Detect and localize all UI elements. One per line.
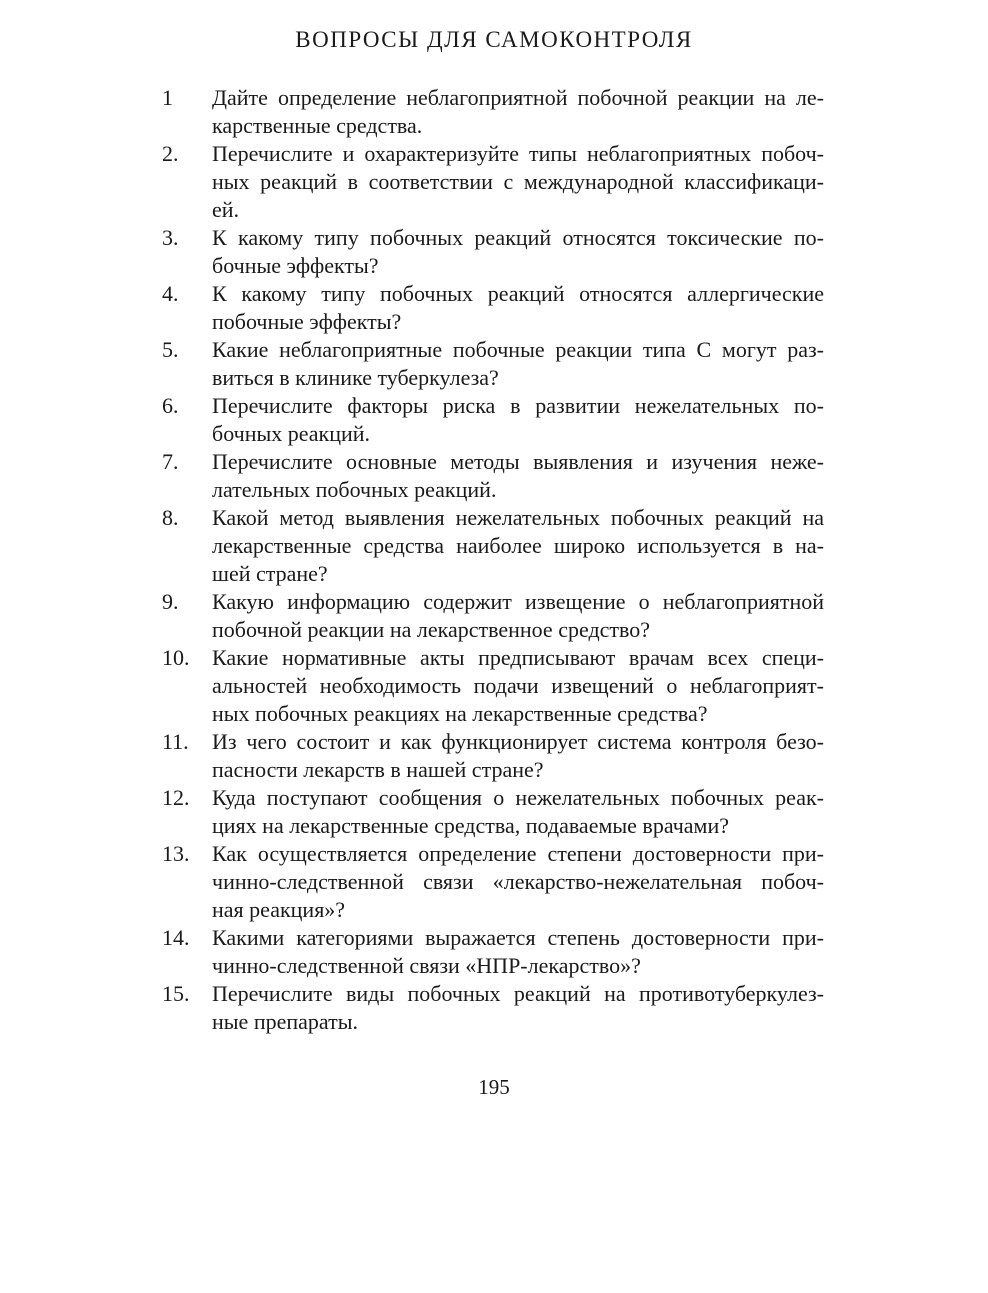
- question-line: Какой метод выявления нежелательных побочных реакций на: [212, 505, 824, 530]
- question-item: [162, 644, 824, 728]
- question-line: Как осуществляется определение степени достоверности при-: [212, 841, 824, 866]
- question-text: [212, 504, 824, 588]
- question-line: бочные эффекты?: [212, 253, 379, 278]
- question-line: чинно-следственной связи «лекарство-нежелательная побоч-: [212, 869, 824, 894]
- question-number: 6.: [162, 393, 179, 418]
- question-item: [162, 224, 824, 280]
- question-line: Перечислите основные методы выявления и изучения неже-: [212, 449, 824, 474]
- question-line: шей стране?: [212, 561, 328, 586]
- question-text: [212, 644, 824, 728]
- question-line: Какую информацию содержит извещение о неблагоприятной: [212, 589, 824, 614]
- question-number: 5.: [162, 337, 179, 362]
- question-item: [162, 392, 824, 448]
- question-line: Перечислите факторы риска в развитии нежелательных по-: [212, 393, 824, 418]
- question-line: карственные средства.: [212, 113, 423, 138]
- question-item: [162, 784, 824, 840]
- question-line: виться в клинике туберкулеза?: [212, 365, 499, 390]
- question-number: 8.: [162, 505, 179, 530]
- question-line: пасности лекарств в нашей стране?: [212, 757, 544, 782]
- question-line: Какие неблагоприятные побочные реакции типа С могут раз-: [212, 337, 824, 362]
- question-line: ные препараты.: [212, 1009, 358, 1034]
- question-line: К какому типу побочных реакций относятся токсические по-: [212, 225, 824, 250]
- question-text: [212, 336, 824, 392]
- question-number: 15.: [162, 981, 190, 1006]
- question-item: [162, 728, 824, 784]
- question-line: Какими категориями выражается степень достоверности при-: [212, 925, 824, 950]
- question-text: [212, 224, 824, 280]
- question-item: [162, 588, 824, 644]
- question-line: Перечислите и охарактеризуйте типы неблагоприятных побоч-: [212, 141, 824, 166]
- question-line: К какому типу побочных реакций относятся аллергические: [212, 281, 824, 306]
- question-number: 4.: [162, 281, 179, 306]
- question-text: [212, 140, 824, 224]
- question-line: побочные эффекты?: [212, 309, 402, 334]
- question-item: [162, 280, 824, 336]
- question-text: [212, 84, 824, 140]
- question-line: побочной реакции на лекарственное средство?: [212, 617, 651, 642]
- question-number: 14.: [162, 925, 190, 950]
- question-text: [212, 280, 824, 336]
- question-text: [212, 448, 824, 504]
- question-number: 2.: [162, 141, 179, 166]
- question-line: ных реакций в соответствии с международной классификаци-: [212, 169, 824, 194]
- question-item: [162, 140, 824, 224]
- question-text: [212, 728, 824, 784]
- question-item: [162, 840, 824, 924]
- question-line: ных побочных реакциях на лекарственные средства?: [212, 701, 708, 726]
- question-line: альностей необходимость подачи извещений о неблагоприят-: [212, 673, 824, 698]
- question-item: [162, 980, 824, 1036]
- page-number: 195: [478, 1075, 510, 1099]
- questions-list: [162, 84, 824, 1036]
- question-number: 3.: [162, 225, 179, 250]
- question-line: циях на лекарственные средства, подаваемые врачами?: [212, 813, 729, 838]
- question-text: [212, 588, 824, 644]
- question-line: ная реакция»?: [212, 897, 346, 922]
- question-line: лекарственные средства наиболее широко используется в на-: [212, 533, 824, 558]
- question-number: 1: [162, 85, 173, 110]
- question-number: 13.: [162, 841, 190, 866]
- question-text: [212, 392, 824, 448]
- question-line: ей.: [212, 197, 240, 222]
- question-line: лательных побочных реакций.: [212, 477, 497, 502]
- question-item: [162, 336, 824, 392]
- question-item: [162, 84, 824, 140]
- question-text: [212, 784, 824, 840]
- question-number: 10.: [162, 645, 190, 670]
- question-number: 9.: [162, 589, 179, 614]
- question-line: Какие нормативные акты предписывают врачам всех специ-: [212, 645, 824, 670]
- question-line: чинно-следственной связи «НПР-лекарство»?: [212, 953, 641, 978]
- question-item: [162, 924, 824, 980]
- question-item: [162, 504, 824, 588]
- question-line: Дайте определение неблагоприятной побочной реакции на ле-: [212, 85, 824, 110]
- page-title: ВОПРОСЫ ДЛЯ САМОКОНТРОЛЯ: [295, 27, 693, 52]
- question-number: 7.: [162, 449, 179, 474]
- question-text: [212, 924, 824, 980]
- question-text: [212, 980, 824, 1036]
- question-number: 11.: [162, 729, 189, 754]
- question-line: Перечислите виды побочных реакций на противотуберкулез-: [212, 981, 824, 1006]
- question-text: [212, 840, 824, 924]
- question-number: 12.: [162, 785, 190, 810]
- question-line: Куда поступают сообщения о нежелательных побочных реак-: [212, 785, 824, 810]
- question-line: Из чего состоит и как функционирует система контроля безо-: [212, 729, 824, 754]
- question-item: [162, 448, 824, 504]
- question-line: бочных реакций.: [212, 421, 371, 446]
